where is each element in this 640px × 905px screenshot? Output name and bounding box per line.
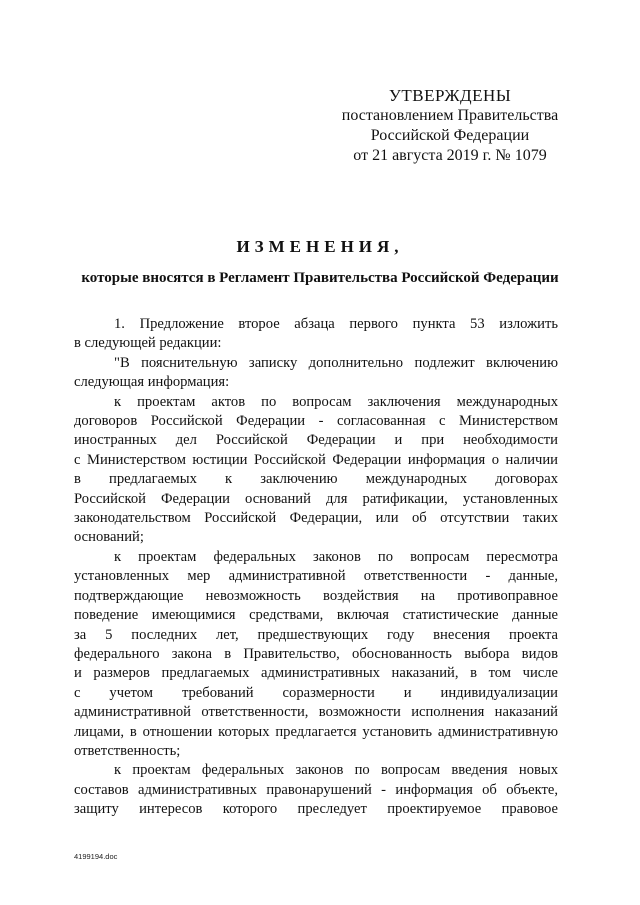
approval-country: Российской Федерации [370, 127, 530, 144]
body-line: поведение имеющимися средствами, включая статистические данные [74, 607, 558, 624]
document-body [74, 315, 558, 820]
body-line: к проектам актов по вопросам заключения международных [114, 393, 558, 410]
body-line: за 5 последних лет, предшествующих году внесения проекта [74, 626, 558, 643]
body-line: в следующей редакции: [74, 335, 222, 352]
body-line: законодательством Российской Федерации, или об отсутствии таких [74, 510, 558, 527]
body-line: лицами, в отношении которых предлагается установить административную [74, 723, 558, 740]
body-line: договоров Российской Федерации - согласованная с Министерством [74, 413, 558, 430]
body-line: иностранных дел Российской Федерации и при необходимости [74, 432, 558, 449]
document-subtitle: которые вносятся в Регламент Правительства Российской Федерации [81, 270, 559, 286]
body-line: и размеров предлагаемых административных наказаний, в том числе [74, 665, 558, 682]
body-line: ответственность; [74, 742, 181, 759]
body-line: 1. Предложение второе абзаца первого пункта 53 изложить [114, 316, 558, 332]
approval-date-number: от 21 августа 2019 г. № 1079 [353, 147, 547, 164]
body-line: в предлагаемых к заключению международных договорах [74, 471, 558, 488]
body-line: с учетом требований соразмерности и индивидуализации [74, 684, 558, 701]
body-line: защиту интересов которого преследует проектируемое правовое [74, 801, 558, 818]
body-line: следующая информация: [74, 374, 230, 391]
approval-title: УТВЕРЖДЕНЫ [388, 86, 512, 105]
body-line: с Министерством юстиции Российской Федерации информация о наличии [74, 451, 558, 468]
body-line: административной ответственности, возможности исполнения наказаний [74, 704, 558, 721]
body-line: подтверждающие невозможность воздействия на противоправное [74, 587, 558, 604]
body-line: "В пояснительную записку дополнительно подлежит включению [114, 354, 558, 371]
body-line: к проектам федеральных законов по вопросам пересмотра [114, 548, 558, 565]
approval-stamp [320, 86, 580, 166]
approval-authority: постановлением Правительства [341, 107, 559, 124]
body-line: оснований; [74, 529, 144, 546]
document-heading [40, 236, 600, 288]
body-line: Российской Федерации оснований для ратификации, установленных [74, 490, 558, 507]
document-file-id: 4199194.doc [74, 852, 118, 861]
body-line: федерального закона в Правительство, обоснованность выбора видов [74, 645, 558, 662]
body-line: составов административных правонарушений - информация об объекте, [74, 781, 558, 798]
body-line: к проектам федеральных законов по вопросам введения новых [114, 762, 558, 779]
document-title: ИЗМЕНЕНИЯ, [236, 237, 404, 256]
body-line: установленных мер административной ответственности - данные, [74, 568, 558, 585]
